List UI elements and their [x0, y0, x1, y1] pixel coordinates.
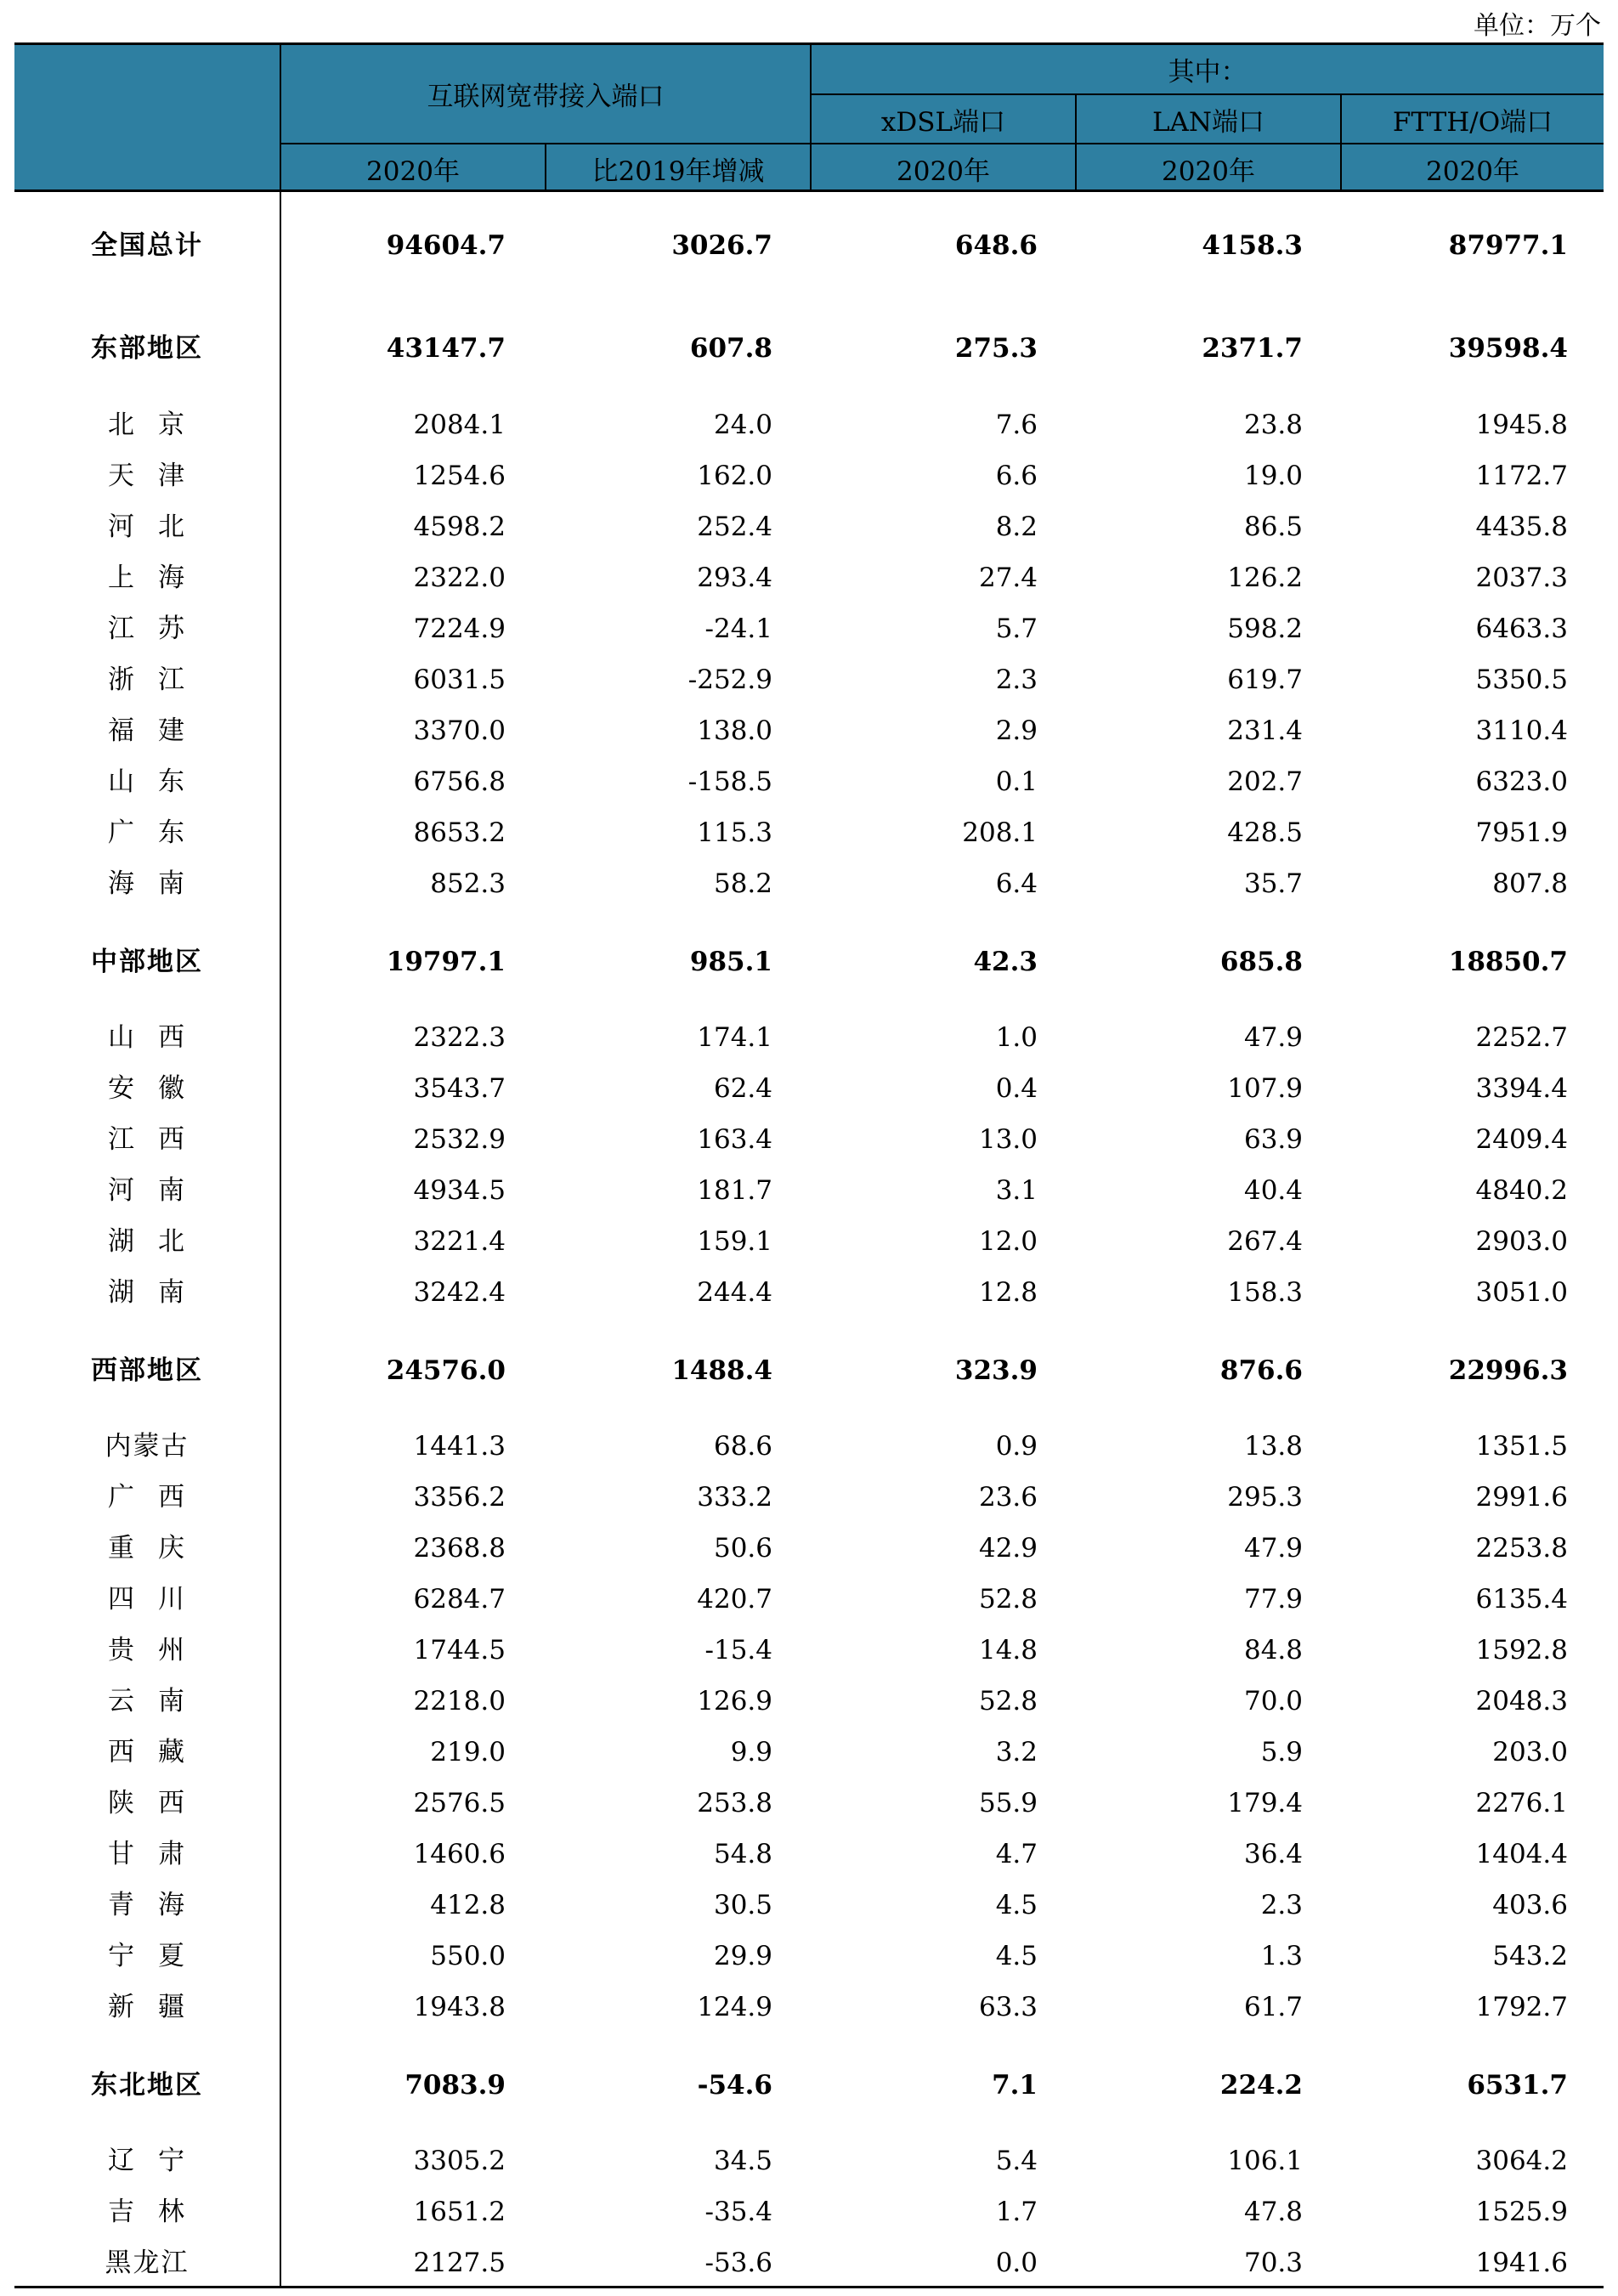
row-value: 3305.2 [413, 2146, 506, 2176]
table-row [14, 1016, 1604, 1059]
row-value: 2322.0 [413, 563, 506, 593]
row-value: 19797.1 [386, 947, 506, 977]
header-year-2020: 2020年 [366, 156, 460, 187]
row-value: 208.1 [962, 817, 1038, 848]
row-value: 2991.6 [1475, 1482, 1568, 1513]
row-value: 2368.8 [413, 1533, 506, 1564]
row-value: 35.7 [1243, 868, 1303, 899]
row-value: 27.4 [978, 563, 1038, 593]
row-value: 107.9 [1227, 1073, 1303, 1104]
row-value: 43147.7 [386, 333, 506, 364]
table-row [14, 1629, 1604, 1671]
row-value: 1404.4 [1475, 1839, 1568, 1869]
table-row [14, 1935, 1604, 1977]
row-value: 77.9 [1243, 1584, 1303, 1615]
row-value: 4.5 [995, 1941, 1038, 1971]
row-value: 3543.7 [413, 1073, 506, 1104]
row-value: 14.8 [978, 1635, 1038, 1665]
row-value: 23.6 [978, 1482, 1038, 1513]
row-region-name: 贵州 [108, 1635, 208, 1665]
table-row [14, 557, 1604, 599]
row-value: 1351.5 [1475, 1431, 1568, 1462]
row-value: 58.2 [713, 868, 772, 899]
table-row [14, 1782, 1604, 1824]
row-value: 106.1 [1227, 2146, 1303, 2176]
row-region-name: 福建 [108, 715, 208, 746]
row-value: 267.4 [1227, 1226, 1303, 1257]
row-value: 5.9 [1260, 1737, 1303, 1767]
row-value: 2576.5 [413, 1788, 506, 1818]
header-of-which: 其中： [1168, 57, 1247, 88]
row-value: -53.6 [704, 2248, 772, 2278]
table-row [14, 1476, 1604, 1518]
table-row [14, 2242, 1604, 2284]
table-row [14, 1425, 1604, 1468]
row-value: 30.5 [713, 1890, 772, 1920]
row-value: 607.8 [689, 333, 772, 364]
row-value: 174.1 [697, 1022, 772, 1053]
row-region-name: 中部地区 [91, 947, 203, 977]
row-value: 126.2 [1227, 563, 1303, 593]
row-value: 1651.2 [413, 2197, 506, 2227]
table-row [14, 761, 1604, 803]
row-value: 29.9 [713, 1941, 772, 1971]
row-value: 70.0 [1243, 1686, 1303, 1716]
row-value: 2276.1 [1475, 1788, 1568, 1818]
row-value: 23.8 [1243, 410, 1303, 440]
row-value: 94604.7 [386, 230, 506, 261]
row-region-name: 西部地区 [91, 1355, 203, 1386]
table-row [14, 455, 1604, 497]
row-value: 22996.3 [1448, 1355, 1568, 1386]
row-value: 4158.3 [1202, 230, 1303, 261]
row-value: 2371.7 [1202, 333, 1303, 364]
table-row [14, 404, 1604, 446]
table-row [14, 1271, 1604, 1314]
row-region-name: 西藏 [108, 1737, 208, 1767]
row-value: 6323.0 [1475, 766, 1568, 797]
row-value: 3110.4 [1475, 715, 1568, 746]
table-row [14, 608, 1604, 650]
table-row [14, 1220, 1604, 1263]
row-value: 24.0 [713, 410, 772, 440]
table-row [14, 2191, 1604, 2233]
row-region-name: 陕西 [108, 1788, 208, 1818]
table-bottom-rule [14, 2286, 1604, 2288]
row-value: 244.4 [697, 1277, 772, 1308]
row-value: 47.8 [1243, 2197, 1303, 2227]
row-value: 253.8 [697, 1788, 772, 1818]
row-value: 403.6 [1492, 1890, 1568, 1920]
row-value: 54.8 [713, 1839, 772, 1869]
row-value: 6031.5 [413, 664, 506, 695]
table-row [14, 1067, 1604, 1110]
row-value: 52.8 [978, 1584, 1038, 1615]
row-region-name: 江苏 [108, 614, 208, 644]
row-value: 333.2 [697, 1482, 772, 1513]
row-value: 12.0 [978, 1226, 1038, 1257]
row-value: 9.9 [730, 1737, 772, 1767]
row-value: 163.4 [697, 1124, 772, 1155]
row-region-name: 湖南 [108, 1277, 208, 1308]
row-value: 7224.9 [413, 614, 506, 644]
row-value: 19.0 [1243, 461, 1303, 491]
row-region-name: 云南 [108, 1686, 208, 1716]
row-region-name: 东北地区 [91, 2070, 203, 2101]
row-region-name: 浙江 [108, 664, 208, 695]
row-value: 420.7 [697, 1584, 772, 1615]
row-value: 2252.7 [1475, 1022, 1568, 1053]
row-value: 4435.8 [1475, 512, 1568, 542]
row-value: 1943.8 [413, 1992, 506, 2022]
row-region-name: 河南 [108, 1175, 208, 1206]
row-value: 70.3 [1243, 2248, 1303, 2278]
row-value: 0.4 [995, 1073, 1038, 1104]
row-value: 3051.0 [1475, 1277, 1568, 1308]
row-value: 1441.3 [413, 1431, 506, 1462]
row-value: 13.0 [978, 1124, 1038, 1155]
row-value: 181.7 [697, 1175, 772, 1206]
row-value: 40.4 [1243, 1175, 1303, 1206]
row-value: 619.7 [1227, 664, 1303, 695]
row-value: 47.9 [1243, 1533, 1303, 1564]
row-value: 295.3 [1227, 1482, 1303, 1513]
header-lan: LAN端口 [1151, 106, 1265, 138]
table-row [14, 1118, 1604, 1161]
header-total-ports: 互联网宽带接入端口 [427, 82, 665, 112]
row-region-name: 山西 [108, 1022, 208, 1053]
row-value: 7951.9 [1475, 817, 1568, 848]
row-value: 6463.3 [1475, 614, 1568, 644]
row-value: 4.5 [995, 1890, 1038, 1920]
table-row [14, 812, 1604, 854]
row-region-name: 广西 [108, 1482, 208, 1513]
row-value: 55.9 [978, 1788, 1038, 1818]
row-value: 0.0 [995, 2248, 1038, 2278]
row-value: 3064.2 [1475, 2146, 1568, 2176]
row-value: 7.1 [992, 2070, 1038, 2101]
row-value: 3242.4 [413, 1277, 506, 1308]
table-row [14, 1169, 1604, 1212]
row-value: 203.0 [1492, 1737, 1568, 1767]
table-row [14, 1680, 1604, 1722]
row-value: 876.6 [1219, 1355, 1303, 1386]
table-row [14, 710, 1604, 752]
row-value: 87977.1 [1448, 230, 1568, 261]
row-value: 42.3 [973, 947, 1038, 977]
row-value: 550.0 [430, 1941, 506, 1971]
row-value: 985.1 [689, 947, 772, 977]
table-row [14, 1731, 1604, 1773]
data-table [14, 42, 1604, 2290]
row-value: 6756.8 [413, 766, 506, 797]
row-region-name: 山东 [108, 766, 208, 797]
row-value: 3394.4 [1475, 1073, 1568, 1104]
row-value: 2253.8 [1475, 1533, 1568, 1564]
row-value: -35.4 [704, 2197, 772, 2227]
row-value: 6531.7 [1467, 2070, 1568, 2101]
row-region-name: 海南 [108, 868, 208, 899]
row-value: 1592.8 [1475, 1635, 1568, 1665]
row-value: 86.5 [1243, 512, 1303, 542]
table-row [14, 2140, 1604, 2182]
header-year-2020: 2020年 [897, 156, 990, 187]
row-value: 2048.3 [1475, 1686, 1568, 1716]
row-region-name: 上海 [108, 563, 208, 593]
row-value: 1.0 [995, 1022, 1038, 1053]
row-value: 13.8 [1243, 1431, 1303, 1462]
row-value: 18850.7 [1448, 947, 1568, 977]
row-region-name: 甘肃 [108, 1839, 208, 1869]
row-value: 12.8 [978, 1277, 1038, 1308]
row-value: 24576.0 [386, 1355, 506, 1386]
row-value: 115.3 [697, 817, 772, 848]
row-value: 323.9 [954, 1355, 1038, 1386]
row-value: 412.8 [430, 1890, 506, 1920]
table-row [14, 1578, 1604, 1620]
table-row [14, 327, 1604, 370]
row-region-name: 重庆 [108, 1533, 208, 1564]
row-region-name: 北京 [108, 410, 208, 440]
row-value: 4934.5 [413, 1175, 506, 1206]
row-value: 52.8 [978, 1686, 1038, 1716]
row-value: 1945.8 [1475, 410, 1568, 440]
row-value: 3.1 [995, 1175, 1038, 1206]
header-year-2020: 2020年 [1426, 156, 1519, 187]
row-value: 202.7 [1227, 766, 1303, 797]
row-value: 2409.4 [1475, 1124, 1568, 1155]
row-value: 293.4 [697, 563, 772, 593]
row-region-name: 河北 [108, 512, 208, 542]
row-region-name: 辽宁 [108, 2146, 208, 2176]
row-value: 2.9 [995, 715, 1038, 746]
row-value: 63.9 [1243, 1124, 1303, 1155]
row-region-name: 广东 [108, 817, 208, 848]
row-value: 807.8 [1492, 868, 1568, 899]
row-value: 1.3 [1260, 1941, 1303, 1971]
row-value: 2084.1 [413, 410, 506, 440]
row-value: 2037.3 [1475, 563, 1568, 593]
row-value: 5.7 [995, 614, 1038, 644]
table-row [14, 224, 1604, 267]
row-region-name: 内蒙古 [105, 1431, 190, 1462]
row-value: 138.0 [697, 715, 772, 746]
row-value: 231.4 [1227, 715, 1303, 746]
header-change-vs-2019: 比2019年增减 [591, 156, 765, 187]
row-value: 7.6 [995, 410, 1038, 440]
row-value: 3026.7 [671, 230, 772, 261]
row-value: -54.6 [697, 2070, 772, 2101]
row-value: 3370.0 [413, 715, 506, 746]
table-row [14, 1527, 1604, 1569]
row-region-name: 黑龙江 [105, 2248, 190, 2278]
row-value: 1460.6 [413, 1839, 506, 1869]
row-value: 63.3 [978, 1992, 1038, 2022]
row-value: 7083.9 [404, 2070, 506, 2101]
row-value: 648.6 [954, 230, 1038, 261]
row-value: 1941.6 [1475, 2248, 1568, 2278]
row-value: 1254.6 [413, 461, 506, 491]
row-region-name: 新疆 [108, 1992, 208, 2022]
row-value: 50.6 [713, 1533, 772, 1564]
unit-label: 单位：万个 [1474, 11, 1601, 41]
header-year-2020: 2020年 [1162, 156, 1255, 187]
row-value: 2218.0 [413, 1686, 506, 1716]
row-value: 1792.7 [1475, 1992, 1568, 2022]
row-value: 5350.5 [1475, 664, 1568, 695]
row-value: 8653.2 [413, 817, 506, 848]
row-value: 1744.5 [413, 1635, 506, 1665]
table-row [14, 941, 1604, 983]
table-row [14, 1833, 1604, 1875]
table-row [14, 506, 1604, 548]
row-region-name: 青海 [108, 1890, 208, 1920]
row-value: 1172.7 [1475, 461, 1568, 491]
row-value: 224.2 [1219, 2070, 1303, 2101]
row-value: 275.3 [954, 333, 1038, 364]
table-row [14, 1884, 1604, 1926]
row-value: 62.4 [713, 1073, 772, 1104]
row-value: 36.4 [1243, 1839, 1303, 1869]
row-value: 0.9 [995, 1431, 1038, 1462]
row-value: 2903.0 [1475, 1226, 1568, 1257]
row-region-name: 天津 [108, 461, 208, 491]
row-value: -15.4 [704, 1635, 772, 1665]
row-value: -252.9 [687, 664, 772, 695]
table-header [14, 42, 1604, 192]
row-region-name: 江西 [108, 1124, 208, 1155]
row-region-name: 吉林 [108, 2197, 208, 2227]
table-row [14, 1986, 1604, 2028]
row-value: 598.2 [1227, 614, 1303, 644]
row-value: 158.3 [1227, 1277, 1303, 1308]
row-value: 219.0 [430, 1737, 506, 1767]
row-value: 3221.4 [413, 1226, 506, 1257]
row-value: 2322.3 [413, 1022, 506, 1053]
row-value: 2532.9 [413, 1124, 506, 1155]
row-value: 39598.4 [1448, 333, 1568, 364]
row-value: 2127.5 [413, 2248, 506, 2278]
row-value: 428.5 [1227, 817, 1303, 848]
row-value: 852.3 [430, 868, 506, 899]
row-value: 5.4 [995, 2146, 1038, 2176]
row-value: 124.9 [697, 1992, 772, 2022]
row-value: 1.7 [995, 2197, 1038, 2227]
row-region-name: 湖北 [108, 1226, 208, 1257]
row-value: 4.7 [995, 1839, 1038, 1869]
table-row [14, 2064, 1604, 2107]
row-region-name: 安徽 [108, 1073, 208, 1104]
row-value: 6.4 [995, 868, 1038, 899]
row-value: 6135.4 [1475, 1584, 1568, 1615]
row-value: 126.9 [697, 1686, 772, 1716]
row-value: 68.6 [713, 1431, 772, 1462]
row-value: 6.6 [995, 461, 1038, 491]
row-value: 2.3 [1260, 1890, 1303, 1920]
row-value: -24.1 [704, 614, 772, 644]
row-value: 1525.9 [1475, 2197, 1568, 2227]
row-value: 42.9 [978, 1533, 1038, 1564]
row-value: 34.5 [713, 2146, 772, 2176]
row-value: 6284.7 [413, 1584, 506, 1615]
row-value: 162.0 [697, 461, 772, 491]
row-value: 179.4 [1227, 1788, 1303, 1818]
row-value: 4598.2 [413, 512, 506, 542]
row-value: 4840.2 [1475, 1175, 1568, 1206]
row-value: 3.2 [995, 1737, 1038, 1767]
row-value: 0.1 [995, 766, 1038, 797]
table-row [14, 1349, 1604, 1392]
header-ftth: FTTH/O端口 [1392, 106, 1553, 138]
row-value: 1488.4 [671, 1355, 772, 1386]
table-row [14, 659, 1604, 701]
row-region-name: 全国总计 [91, 230, 203, 261]
header-xdsl: xDSL端口 [880, 106, 1006, 138]
row-region-name: 四川 [108, 1584, 208, 1615]
table-row [14, 862, 1604, 905]
row-value: 252.4 [697, 512, 772, 542]
row-value: 61.7 [1243, 1992, 1303, 2022]
row-region-name: 宁夏 [108, 1941, 208, 1971]
row-value: 8.2 [995, 512, 1038, 542]
row-value: 543.2 [1492, 1941, 1568, 1971]
row-value: 47.9 [1243, 1022, 1303, 1053]
row-value: 84.8 [1243, 1635, 1303, 1665]
row-value: 2.3 [995, 664, 1038, 695]
row-region-name: 东部地区 [91, 333, 203, 364]
row-value: 3356.2 [413, 1482, 506, 1513]
row-value: -158.5 [687, 766, 772, 797]
row-value: 159.1 [697, 1226, 772, 1257]
row-value: 685.8 [1219, 947, 1303, 977]
